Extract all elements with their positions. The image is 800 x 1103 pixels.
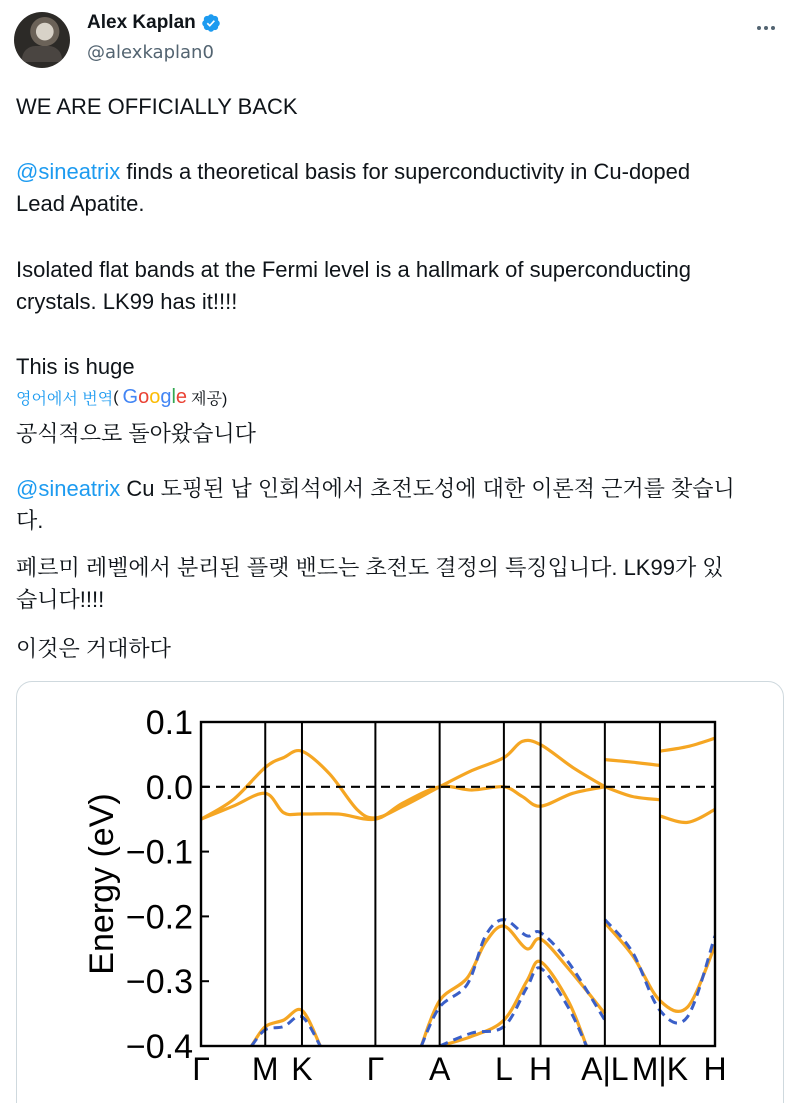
tweet-paragraph-4: This is huge (16, 354, 135, 379)
author-handle[interactable]: @alexkaplan0 (87, 42, 214, 63)
y-tick-label: 0.0 (145, 768, 193, 807)
band-series-2 (605, 760, 660, 766)
tweet-p2-text: finds a theoretical basis for superconductivity in Cu-doped (120, 159, 691, 184)
translated-from-label[interactable]: 영어에서 번역 (16, 391, 114, 408)
verified-badge-icon (201, 13, 221, 33)
k-point-label: M|K (631, 1051, 689, 1087)
tweet-paragraph-3 (16, 254, 786, 318)
band-series-0 (201, 740, 605, 819)
k-point-label: Γ (366, 1051, 385, 1087)
translated-mention-link[interactable]: @sineatrix (16, 476, 121, 501)
k-point-label: A (428, 1051, 451, 1087)
tweet-line-1: WE ARE OFFICIALLY BACK (16, 94, 298, 119)
display-name[interactable]: Alex Kaplan (87, 12, 196, 33)
google-logo: Google (122, 386, 188, 408)
translated-paragraph-3 (16, 552, 786, 616)
mention-link[interactable]: @sineatrix (16, 159, 121, 184)
tweet-header (0, 0, 800, 80)
y-tick-label: −0.1 (125, 833, 193, 872)
tweet-p2-text-cont: Lead Apatite. (16, 191, 145, 216)
k-point-label: A|L (581, 1051, 629, 1087)
tweet-paragraph-2 (16, 156, 786, 220)
translated-p2-text-cont: 다. (16, 508, 44, 533)
y-axis-label: Energy (eV) (83, 793, 121, 975)
media-card[interactable] (16, 681, 784, 1103)
k-point-label: M (251, 1051, 279, 1087)
k-point-label: K (291, 1051, 313, 1087)
band-series-1 (201, 786, 605, 819)
translated-p2-text: Cu 도핑된 납 인회석에서 초전도성에 대한 이론적 근거를 찾습니 (120, 476, 735, 501)
translation-attribution (16, 386, 227, 409)
band-series-4 (660, 738, 715, 751)
y-tick-label: −0.4 (125, 1028, 193, 1066)
translated-paragraph-4: 이것은 거대하다 (16, 636, 171, 661)
band-series-11 (421, 920, 605, 1046)
author-name-row (87, 12, 221, 34)
band-series-5 (660, 810, 715, 823)
k-point-label: H (703, 1051, 727, 1087)
k-point-label: H (529, 1051, 553, 1087)
band-series-3 (605, 787, 660, 800)
y-tick-label: −0.2 (125, 898, 193, 937)
y-tick-label: 0.1 (145, 704, 193, 742)
avatar[interactable] (14, 12, 70, 68)
more-horizontal-icon[interactable] (754, 16, 778, 40)
translated-p3-line1: 페르미 레벨에서 분리된 플랫 밴드는 초전도 결정의 특징입니다. LK99가 있 (16, 555, 724, 580)
translated-line-1: 공식적으로 돌아왔습니다 (16, 421, 256, 446)
tweet-p3-line2: crystals. LK99 has it!!!! (16, 289, 238, 314)
y-tick-label: −0.3 (125, 963, 193, 1002)
tweet-p3-line1: Isolated flat bands at the Fermi level is a hallmark of superconducting (16, 257, 692, 282)
k-point-label: L (494, 1051, 513, 1087)
k-point-label: Γ (192, 1051, 210, 1087)
translation-provider-suffix: 제공) (191, 391, 228, 408)
translated-p3-line2: 습니다!!!! (16, 587, 105, 612)
band-structure-chart (17, 682, 784, 1103)
plot-frame (201, 722, 715, 1046)
translation-paren: ( (113, 388, 119, 406)
translated-paragraph-2 (16, 473, 786, 537)
